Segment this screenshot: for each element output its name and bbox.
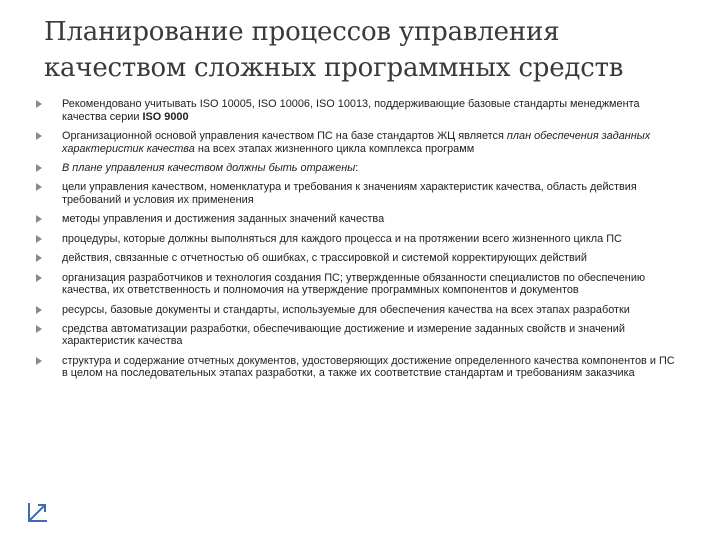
item-text: организация разработчиков и технология создания ПС; утвержденные обязанности специалистов по обеспечению качества, их ответственность и полномочия на утверждение программных компонентов и документов (62, 271, 646, 297)
item-text: цели управления качеством, номенклатура и требования к значениям характеристик качества, область действия требований и условия их применения (62, 181, 637, 206)
corner-arrow-icon[interactable] (26, 500, 50, 524)
item-text: методы управления и достижения заданных значений качества (62, 213, 385, 226)
list-item (36, 213, 682, 226)
triangle-bullet-icon (36, 254, 42, 262)
item-text: средства автоматизации разработки, обеспечивающие достижение и измерение заданных свойств и значений характеристик качества (62, 322, 625, 348)
triangle-bullet-icon (36, 100, 42, 108)
item-text: структура и содержание отчетных документов, удостоверяющих достижение определенного качества компонентов и ПС в целом на последовательных этапах разработки, а также их соответствие стандартам и требованиям заказчика (62, 354, 675, 380)
triangle-bullet-icon (36, 325, 42, 333)
item-text: на всех этапах жизненного цикла комплекса программ (194, 142, 475, 155)
triangle-bullet-icon (36, 274, 42, 282)
slide-title-line-1: Планирование процессов управления (44, 17, 560, 47)
list-item (36, 233, 682, 246)
triangle-bullet-icon (36, 183, 42, 191)
item-text: Организационной основой управления качеством ПС на базе стандартов ЖЦ является (62, 129, 507, 142)
list-item (36, 272, 682, 297)
item-emphasis-text: В плане управления качеством должны быть отражены (62, 161, 356, 174)
item-text: процедуры, которые должны выполняться для каждого процесса и на протяжении всего жизненного цикла ПС (62, 232, 622, 245)
triangle-bullet-icon (36, 235, 42, 243)
list-item (36, 355, 682, 380)
triangle-bullet-icon (36, 164, 42, 172)
item-strong-text: ISO 9000 (142, 110, 189, 123)
bullet-list (36, 98, 682, 387)
item-text: Рекомендовано учитывать ISO 10005, ISO 10006, ISO 10013, поддерживающие базовые стандарты менеджмента качества серии (62, 98, 640, 123)
item-text: : (355, 161, 359, 174)
slide-title-line-2: качеством сложных программных средств (44, 53, 624, 83)
item-text: ресурсы, базовые документы и стандарты, используемые для обеспечения качества на всех этапах разработки (62, 303, 630, 316)
item-text: действия, связанные с отчетностью об ошибках, с трассировкой и системой корректирующих действий (62, 252, 587, 265)
list-item (36, 323, 682, 348)
list-item (36, 98, 682, 123)
item-emphasis-text: план обеспечения заданных характеристик качества (62, 129, 651, 155)
triangle-bullet-icon (36, 357, 42, 365)
list-item (36, 181, 682, 206)
list-item (36, 252, 682, 265)
list-item (36, 304, 682, 317)
triangle-bullet-icon (36, 215, 42, 223)
list-item (36, 162, 682, 175)
list-item (36, 130, 682, 155)
slide-title (44, 14, 684, 86)
triangle-bullet-icon (36, 306, 42, 314)
triangle-bullet-icon (36, 132, 42, 140)
